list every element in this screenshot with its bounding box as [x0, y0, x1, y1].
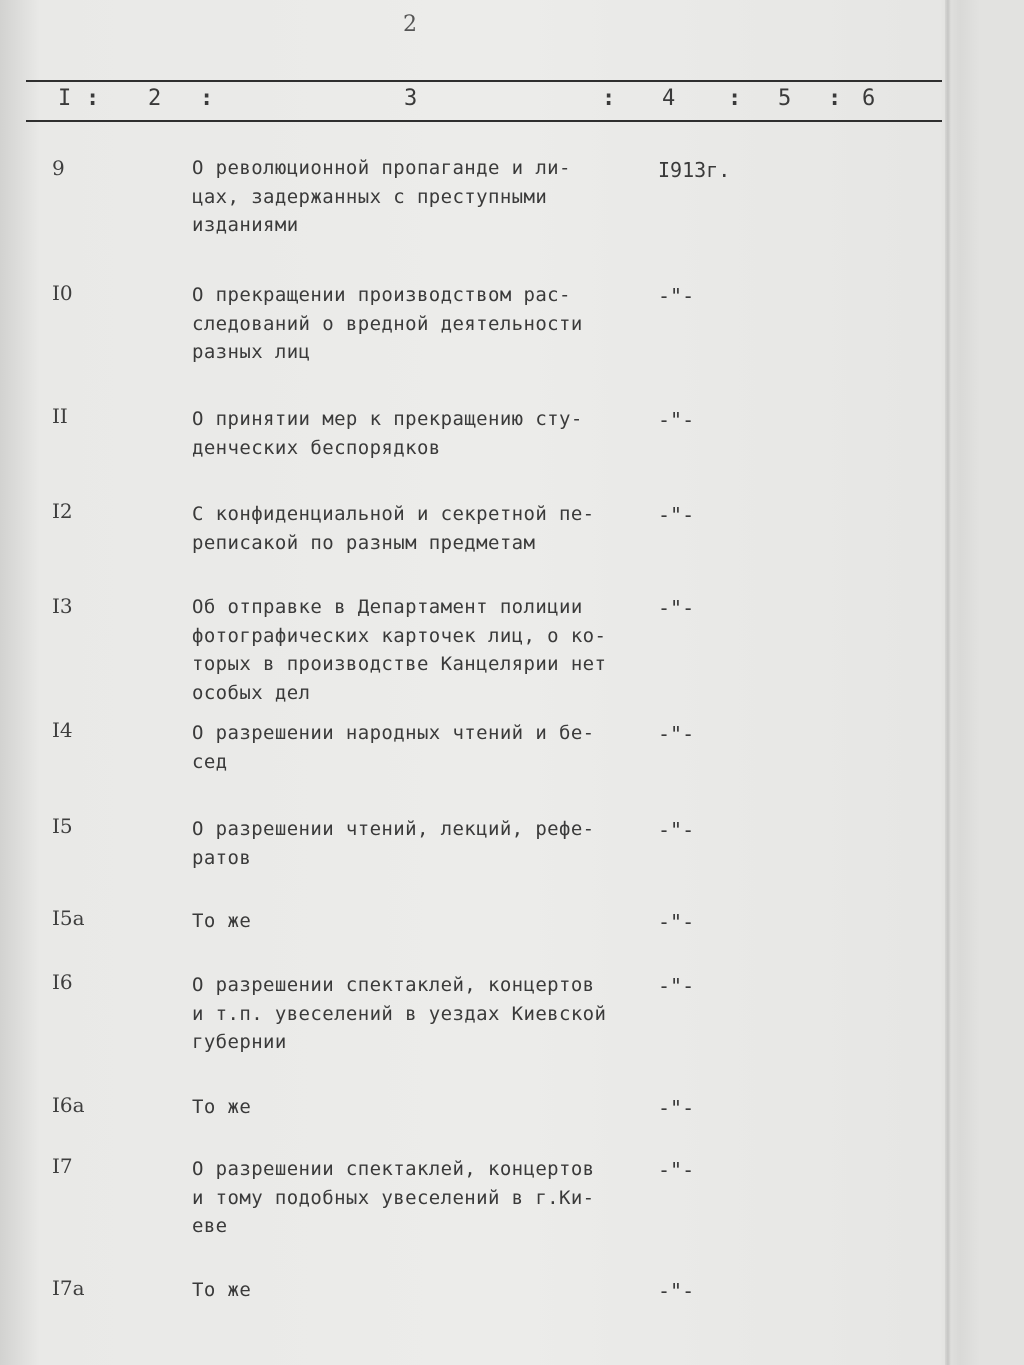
row-date: -"-	[658, 284, 695, 308]
row-title	[192, 815, 662, 872]
row-title-line: разных лиц	[192, 341, 311, 363]
row-title-line: С конфиденциальной и секретной пе-	[192, 503, 595, 525]
row-number: 9	[52, 156, 65, 180]
row-date: -"-	[658, 596, 695, 620]
row-title-line: фотографических карточек лиц, о ко-	[192, 624, 607, 647]
row-number: I4	[52, 718, 73, 742]
header-col-1: I	[58, 86, 72, 111]
row-date: -"-	[658, 974, 695, 998]
row-title	[192, 281, 662, 367]
row-date: -"-	[658, 408, 695, 432]
row-title-line: изданиями	[192, 214, 299, 236]
row-title-line: торых в производстве Канцелярии нет	[192, 653, 607, 675]
row-title	[192, 971, 662, 1057]
row-title	[192, 500, 662, 557]
row-number: I5	[52, 814, 73, 838]
header-rule-top	[26, 80, 942, 82]
row-date: -"-	[658, 818, 695, 842]
row-number: I7	[52, 1154, 73, 1178]
row-title	[192, 1276, 662, 1305]
row-date: -"-	[658, 1096, 695, 1120]
row-number: I2	[52, 499, 73, 523]
row-date: I913г.	[658, 158, 731, 182]
row-title	[192, 405, 662, 462]
row-title-line: О разрешении спектаклей, концертов	[192, 1158, 595, 1180]
row-title	[192, 154, 662, 240]
row-title-line: еве	[192, 1215, 228, 1237]
row-number: I0	[52, 281, 73, 305]
page-number: 2	[403, 12, 417, 37]
row-title-line: следований о вредной деятельности	[192, 312, 583, 335]
row-date: -"-	[658, 722, 695, 746]
row-title	[192, 1155, 662, 1241]
row-title-line: То же	[192, 910, 252, 932]
row-number: II	[52, 404, 68, 428]
header-col-2: 2	[148, 86, 162, 111]
row-title-line: сед	[192, 750, 228, 773]
row-title	[192, 593, 662, 707]
header-separator: :	[828, 86, 842, 111]
row-title-line: особых дел	[192, 681, 311, 704]
row-title-line: То же	[192, 1096, 252, 1118]
header-separator: :	[200, 86, 214, 111]
header-rule-bottom	[26, 120, 942, 122]
header-col-3: 3	[404, 86, 418, 111]
row-title	[192, 907, 662, 936]
row-title-line: О разрешении народных чтений и бе-	[192, 722, 595, 744]
row-number: I7а	[52, 1276, 85, 1300]
row-date: -"-	[658, 1279, 695, 1303]
row-title-line: То же	[192, 1279, 252, 1301]
header-separator: :	[602, 86, 616, 111]
row-number: I6а	[52, 1093, 85, 1117]
row-title-line: реписакой по разным предметам	[192, 531, 536, 554]
row-title-line: и т.п. увеселений в уездах Киевской	[192, 1002, 607, 1025]
row-number: I3	[52, 594, 73, 618]
header-col-4: 4	[662, 86, 676, 111]
row-title-line: Об отправке в Департамент полиции	[192, 596, 583, 618]
paper-edge-shadow	[945, 0, 951, 1365]
row-title-line: О разрешении спектаклей, концертов	[192, 974, 595, 996]
header-col-5: 5	[778, 86, 792, 111]
header-separator: :	[728, 86, 742, 111]
row-title-line: ратов	[192, 846, 252, 869]
row-title	[192, 1093, 662, 1122]
row-number: I6	[52, 970, 73, 994]
row-title-line: цах, задержанных с преступными	[192, 185, 548, 208]
row-title-line: О революционной пропаганде и ли-	[192, 157, 571, 179]
row-title-line: О разрешении чтений, лекций, рефе-	[192, 818, 595, 840]
header-col-6: 6	[862, 86, 876, 111]
row-title-line: губернии	[192, 1031, 287, 1053]
row-date: -"-	[658, 1158, 695, 1182]
row-title-line: О принятии мер к прекращению сту-	[192, 408, 583, 430]
row-date: -"-	[658, 910, 695, 934]
row-title	[192, 719, 662, 776]
row-date: -"-	[658, 503, 695, 527]
row-title-line: денческих беспорядков	[192, 436, 441, 459]
row-number: I5а	[52, 906, 85, 930]
row-title-line: О прекращении производством рас-	[192, 284, 571, 306]
row-title-line: и тому подобных увеселений в г.Ки-	[192, 1186, 595, 1209]
header-separator: :	[86, 86, 100, 111]
